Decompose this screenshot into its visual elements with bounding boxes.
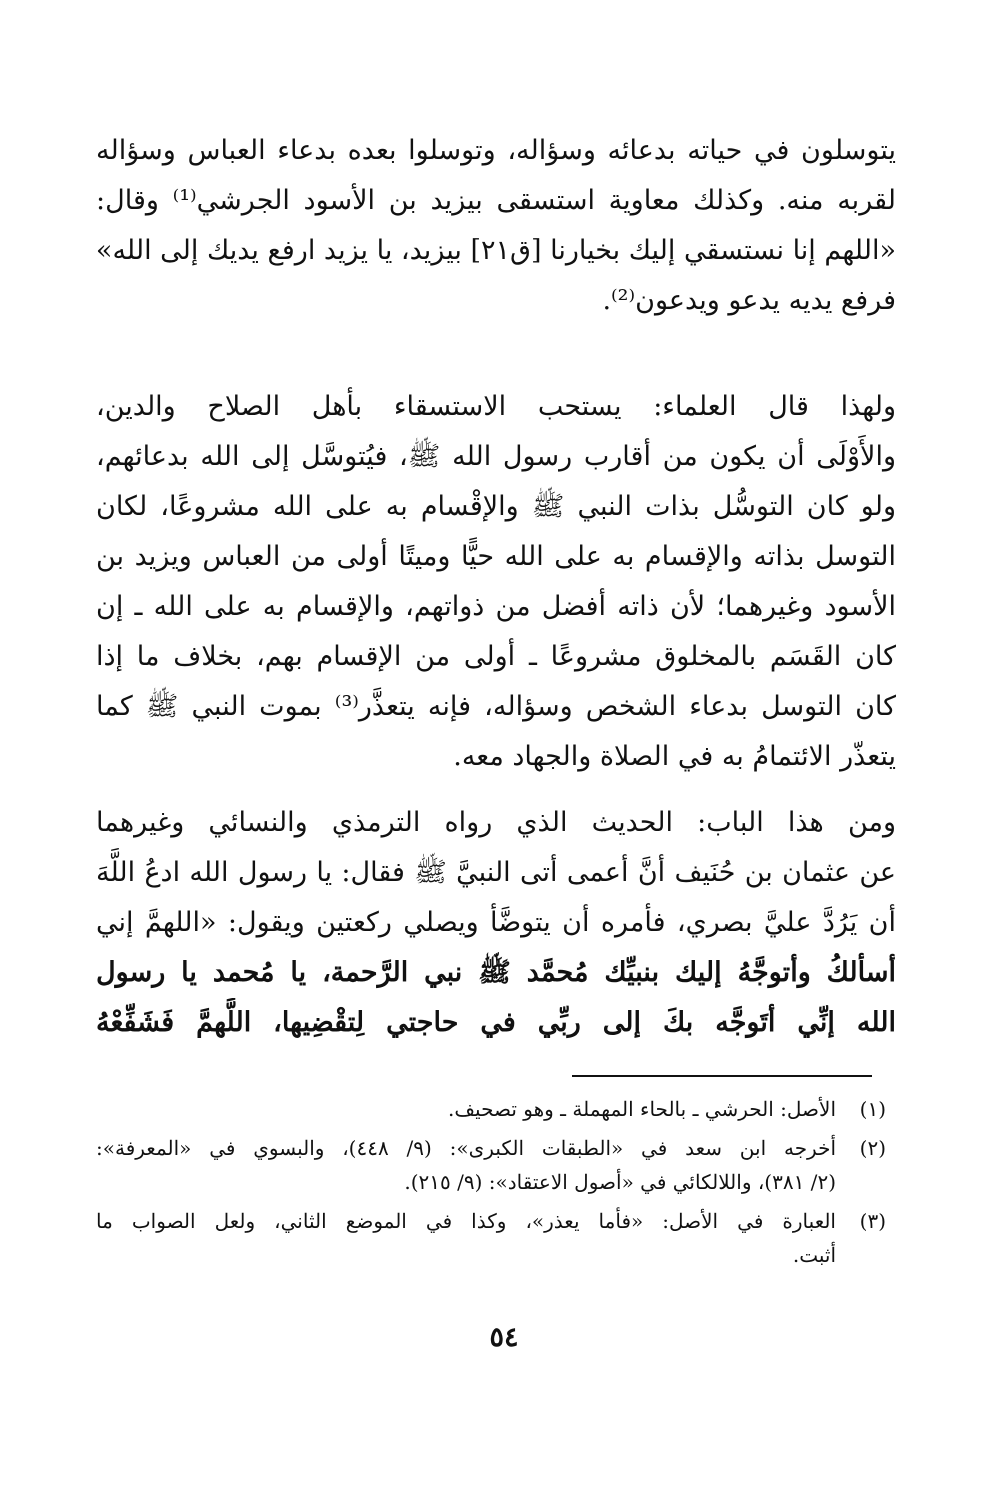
paragraph-line: ولهذا قال العلماء: يستحب الاستسقاء بأهل الصلاح والدين، bbox=[96, 391, 896, 422]
footnote-line: العبارة في الأصل: «فأما يعذر»، وكذا في الموضع الثاني، ولعل الصواب ما bbox=[96, 1209, 836, 1233]
paragraph-line: التوسل بذاته والإقسام به على الله حيًّا وميتًا أولى من العباس ويزيد بن bbox=[96, 541, 896, 572]
footnotes bbox=[96, 1092, 886, 1277]
footnote-line: أخرجه ابن سعد في «الطبقات الكبرى»: (٩/ ٤٤٨)، والبسوي في «المعرفة»: bbox=[96, 1136, 836, 1160]
paragraph-line: ولو كان التوسُّل بذات النبي ﷺ والإقْسام به على الله مشروعًا، لكان bbox=[96, 491, 896, 522]
paragraph-line: يتوسلون في حياته بدعائه وسؤاله، وتوسلوا بعده بدعاء العباس وسؤاله bbox=[96, 135, 896, 166]
footnote-line: الأصل: الحرشي ـ بالحاء المهملة ـ وهو تصحيف. bbox=[447, 1097, 836, 1121]
paragraph-line: ومن هذا الباب: الحديث الذي رواه الترمذي والنسائي وغيرهما bbox=[96, 807, 896, 838]
paragraph-line: كان القَسَم بالمخلوق مشروعًا ـ أولى من الإقسام بهم، بخلاف ما إذا bbox=[96, 641, 896, 672]
footnote-1 bbox=[96, 1092, 886, 1126]
footnote-3 bbox=[96, 1204, 886, 1272]
footnote-number: (٣) bbox=[859, 1209, 886, 1233]
paragraph-line: الأسود وغيرهما؛ لأن ذاته أفضل من ذواتهم، والإقسام به على الله ـ إن bbox=[96, 591, 896, 622]
paragraph-line: عن عثمان بن حُنَيف أنَّ أعمى أتى النبيَّ ﷺ فقال: يا رسول الله ادعُ اللَّهَ bbox=[96, 857, 896, 888]
paragraph-line: يتعذّر الائتمامُ به في الصلاة والجهاد معه. bbox=[453, 741, 896, 772]
paragraph-3 bbox=[96, 798, 896, 1048]
footnote-number: (٢) bbox=[859, 1136, 886, 1160]
footnote-number: (١) bbox=[859, 1097, 886, 1121]
paragraph-2 bbox=[96, 382, 896, 782]
footnote-separator bbox=[572, 1075, 872, 1077]
footnote-line: أثبت. bbox=[792, 1243, 836, 1267]
paragraph-line: والأَوْلَى أن يكون من أقارب رسول الله ﷺ، فيُتوسَّل إلى الله بدعائهم، bbox=[96, 441, 896, 472]
paragraph-line: «اللهم إنا نستسقي إليك بخيارنا [ق٢١] بيزيد، يا يزيد ارفع يديك إلى الله» bbox=[96, 235, 896, 266]
footnote-2 bbox=[96, 1131, 886, 1199]
paragraph-line: أن يَرُدَّ عليَّ بصري، فأمره أن يتوضَّأ ويصلي ركعتين ويقول: «اللهمَّ إني bbox=[96, 907, 896, 938]
page-number: ٥٤ bbox=[489, 1322, 519, 1353]
paragraph-1 bbox=[96, 126, 896, 326]
paragraph-line: فرفع يديه يدعو ويدعون⁽²⁾. bbox=[602, 285, 896, 316]
paragraph-line: لقربه منه. وكذلك معاوية استسقى بيزيد بن الأسود الجرشي⁽¹⁾ وقال: bbox=[96, 185, 896, 216]
footnote-line: (٢/ ٣٨١)، واللالكائي في «أصول الاعتقاد»: (٩/ ٢١٥). bbox=[404, 1170, 836, 1194]
paragraph-line: أسألكُ وأتوجَّهُ إليك بنبيِّك مُحمَّد ﷺ نبي الرَّحمة، يا مُحمد يا رسول bbox=[96, 957, 896, 988]
paragraph-line: كان التوسل بدعاء الشخص وسؤاله، فإنه يتعذَّر⁽³⁾ بموت النبي ﷺ كما bbox=[96, 691, 896, 722]
paragraph-line: الله إنِّي أتَوجَّه بكَ إلى ربِّي في حاجتي لِتقْضِيها، اللَّهمَّ فَشَفِّعْهُ bbox=[96, 1007, 896, 1038]
